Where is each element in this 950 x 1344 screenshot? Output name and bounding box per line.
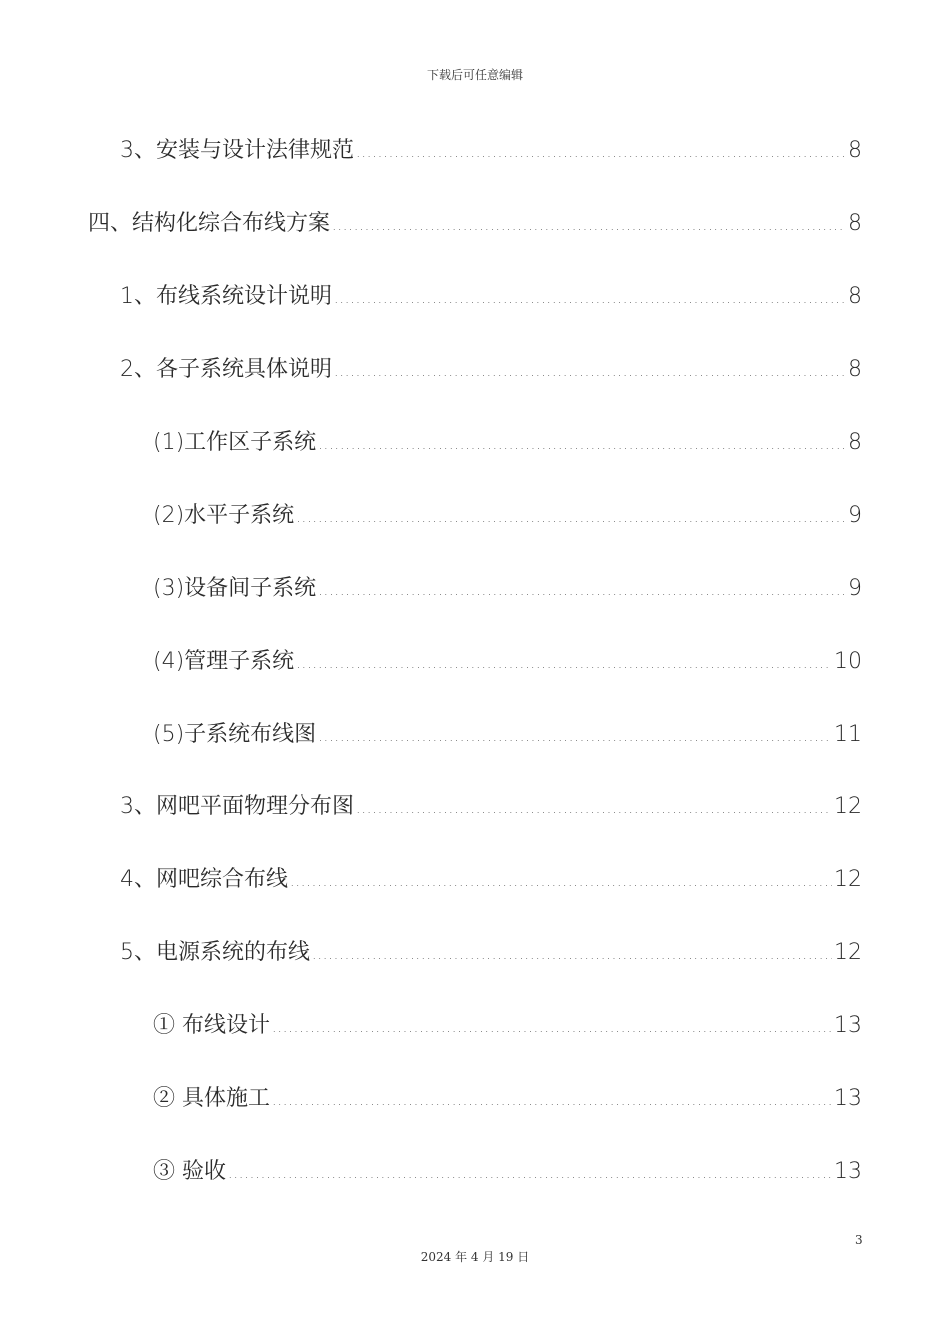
toc-dot-leader xyxy=(296,649,832,679)
toc-entry[interactable] xyxy=(120,865,862,897)
toc-entry-page: 13 xyxy=(834,1159,862,1184)
footer-date: 2024 年 4 月 19 日 xyxy=(420,1250,530,1264)
toc-entry[interactable] xyxy=(153,720,862,752)
toc-entry[interactable] xyxy=(153,574,862,606)
toc-dot-leader xyxy=(318,430,846,460)
toc-entry[interactable] xyxy=(153,501,862,533)
toc-entry-label: 5、电源系统的布线 xyxy=(120,940,310,965)
toc-entry[interactable] xyxy=(153,647,862,679)
toc-dot-leader xyxy=(290,867,832,897)
toc-dot-leader xyxy=(356,794,832,824)
toc-entry-label: 3、网吧平面物理分布图 xyxy=(120,794,354,819)
toc-entry[interactable] xyxy=(120,282,862,314)
toc-entry-page: 13 xyxy=(834,1013,862,1038)
toc-dot-leader xyxy=(318,576,846,606)
toc-dot-leader xyxy=(272,1086,832,1116)
toc-dot-leader xyxy=(296,503,846,533)
toc-entry[interactable] xyxy=(120,136,862,168)
toc-entry-label: 3、安装与设计法律规范 xyxy=(120,138,354,163)
toc-entry-label: (1)工作区子系统 xyxy=(153,430,317,455)
toc-dot-leader xyxy=(332,211,846,241)
toc-entry[interactable] xyxy=(88,209,862,241)
toc-entry[interactable] xyxy=(120,938,862,970)
toc-entry-label: 2、各子系统具体说明 xyxy=(120,357,332,382)
toc-entry-page: 11 xyxy=(834,722,862,747)
toc-entry-page: 8 xyxy=(848,284,862,309)
toc-entry-page: 13 xyxy=(834,1086,862,1111)
toc-dot-leader xyxy=(334,284,846,314)
toc-entry-page: 9 xyxy=(848,503,862,528)
toc-entry-page: 9 xyxy=(848,576,862,601)
toc-entry-label: (4)管理子系统 xyxy=(153,649,295,674)
toc-dot-leader xyxy=(312,940,832,970)
toc-entry-page: 10 xyxy=(834,649,862,674)
toc-dot-leader xyxy=(228,1159,832,1189)
toc-entry[interactable] xyxy=(153,428,862,460)
toc-entry-page: 12 xyxy=(834,940,862,965)
toc-entry-label: ② 具体施工 xyxy=(153,1086,270,1111)
toc-dot-leader xyxy=(318,722,832,752)
toc-entry-page: 8 xyxy=(848,211,862,236)
toc-entry-page: 8 xyxy=(848,430,862,455)
toc-entry-label: (5)子系统布线图 xyxy=(153,722,317,747)
toc-entry-label: 4、网吧综合布线 xyxy=(120,867,288,892)
toc-entry[interactable] xyxy=(153,1084,862,1116)
toc-entry-page: 12 xyxy=(834,867,862,892)
toc-entry-page: 8 xyxy=(848,357,862,382)
toc-entry-label: 1、布线系统设计说明 xyxy=(120,284,332,309)
toc-entry-label: 四、结构化综合布线方案 xyxy=(88,211,331,236)
page-header: 下载后可任意编辑 xyxy=(426,68,523,82)
toc-entry[interactable] xyxy=(153,1011,862,1043)
toc-entry[interactable] xyxy=(120,792,862,824)
toc-dot-leader xyxy=(272,1013,832,1043)
toc-entry[interactable] xyxy=(120,355,862,387)
toc-entry-label: ① 布线设计 xyxy=(153,1013,270,1038)
toc-entry-page: 8 xyxy=(848,138,862,163)
toc-dot-leader xyxy=(334,357,846,387)
page-number: 3 xyxy=(855,1233,863,1247)
toc-entry-page: 12 xyxy=(834,794,862,819)
toc-entry-label: ③ 验收 xyxy=(153,1159,226,1184)
toc-entry-label: (3)设备间子系统 xyxy=(153,576,317,601)
toc-entry-label: (2)水平子系统 xyxy=(153,503,295,528)
toc-dot-leader xyxy=(356,138,846,168)
toc-entry[interactable] xyxy=(153,1157,862,1189)
